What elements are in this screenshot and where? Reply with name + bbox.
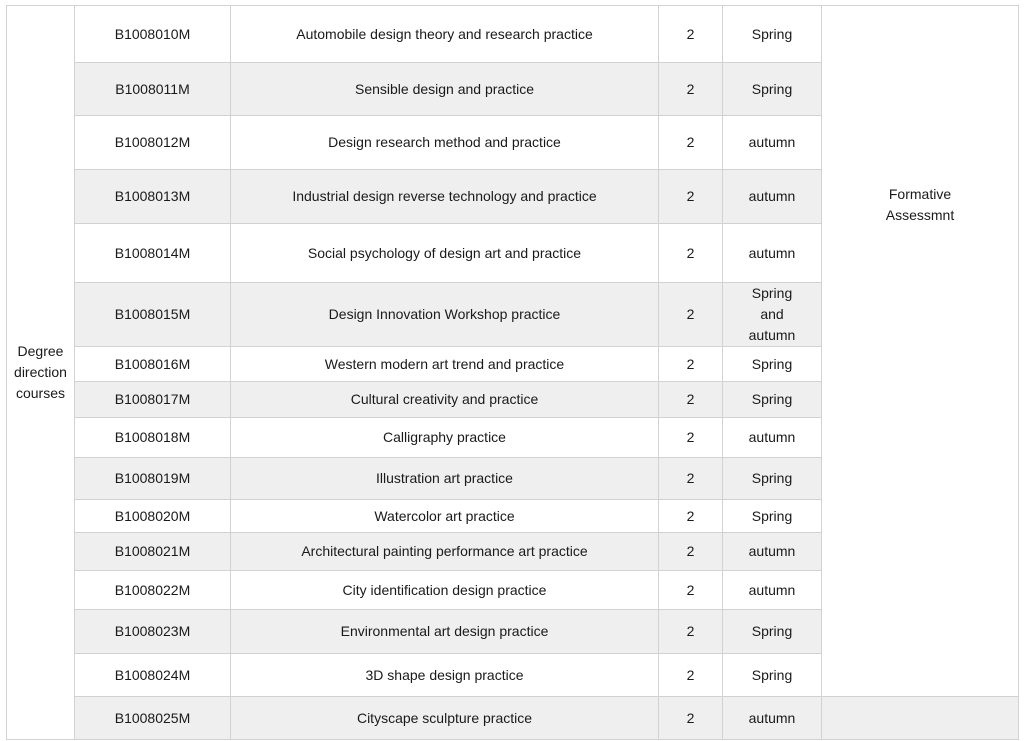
course-term: Spring [723, 6, 822, 63]
course-code: B1008011M [75, 63, 231, 116]
course-credits: 2 [659, 347, 723, 382]
course-code: B1008012M [75, 116, 231, 170]
course-code: B1008025M [75, 697, 231, 740]
course-table-frame [6, 5, 1018, 736]
course-credits: 2 [659, 418, 723, 458]
course-term-line: autumn [748, 327, 796, 343]
course-name: Calligraphy practice [231, 418, 659, 458]
course-term: Spring [723, 458, 822, 500]
course-credits: 2 [659, 283, 723, 347]
course-credits: 2 [659, 697, 723, 740]
course-code: B1008016M [75, 347, 231, 382]
course-term: autumn [723, 116, 822, 170]
course-name: Sensible design and practice [231, 63, 659, 116]
course-term: Spring [723, 500, 822, 533]
course-term: autumn [723, 571, 822, 610]
course-term: Spring [723, 63, 822, 116]
course-term: autumn [723, 533, 822, 571]
course-code: B1008020M [75, 500, 231, 533]
course-credits: 2 [659, 63, 723, 116]
course-term: autumn [723, 224, 822, 283]
course-credits: 2 [659, 170, 723, 224]
course-credits: 2 [659, 224, 723, 283]
course-code: B1008014M [75, 224, 231, 283]
category-cell [7, 6, 75, 740]
course-name: Design Innovation Workshop practice [231, 283, 659, 347]
assessment-line: Assessmnt [885, 207, 955, 223]
course-code: B1008023M [75, 610, 231, 654]
course-code: B1008019M [75, 458, 231, 500]
course-credits: 2 [659, 533, 723, 571]
course-credits: 2 [659, 654, 723, 697]
course-table [6, 5, 1019, 740]
course-code: B1008017M [75, 382, 231, 418]
empty-assessment-cell [822, 697, 1019, 740]
course-code: B1008010M [75, 6, 231, 63]
course-code: B1008021M [75, 533, 231, 571]
course-name: Illustration art practice [231, 458, 659, 500]
course-term [723, 283, 822, 347]
course-code: B1008018M [75, 418, 231, 458]
course-name: Architectural painting performance art practice [231, 533, 659, 571]
course-name: Social psychology of design art and practice [231, 224, 659, 283]
course-name: City identification design practice [231, 571, 659, 610]
course-credits: 2 [659, 610, 723, 654]
course-term: autumn [723, 418, 822, 458]
course-code: B1008022M [75, 571, 231, 610]
course-term: Spring [723, 382, 822, 418]
assessment-line: Formative [888, 186, 952, 202]
course-credits: 2 [659, 116, 723, 170]
course-code: B1008013M [75, 170, 231, 224]
course-term: Spring [723, 347, 822, 382]
course-name: Industrial design reverse technology and practice [231, 170, 659, 224]
course-credits: 2 [659, 500, 723, 533]
table-row [7, 697, 1019, 740]
course-code: B1008015M [75, 283, 231, 347]
course-credits: 2 [659, 382, 723, 418]
assessment-cell [822, 6, 1019, 697]
category-line: direction [14, 364, 67, 380]
course-name: 3D shape design practice [231, 654, 659, 697]
course-name: Western modern art trend and practice [231, 347, 659, 382]
course-term: Spring [723, 610, 822, 654]
course-name: Automobile design theory and research practice [231, 6, 659, 63]
course-name: Design research method and practice [231, 116, 659, 170]
category-line: courses [15, 385, 66, 401]
course-term-line: and [760, 306, 784, 322]
course-term: Spring [723, 654, 822, 697]
course-credits: 2 [659, 6, 723, 63]
course-credits: 2 [659, 458, 723, 500]
course-name: Cultural creativity and practice [231, 382, 659, 418]
table-row [7, 6, 1019, 63]
course-term-line: Spring [751, 285, 793, 301]
course-term: autumn [723, 170, 822, 224]
course-credits: 2 [659, 571, 723, 610]
course-name: Cityscape sculpture practice [231, 697, 659, 740]
course-name: Watercolor art practice [231, 500, 659, 533]
course-name: Environmental art design practice [231, 610, 659, 654]
course-code: B1008024M [75, 654, 231, 697]
course-term: autumn [723, 697, 822, 740]
category-line: Degree [17, 343, 64, 359]
